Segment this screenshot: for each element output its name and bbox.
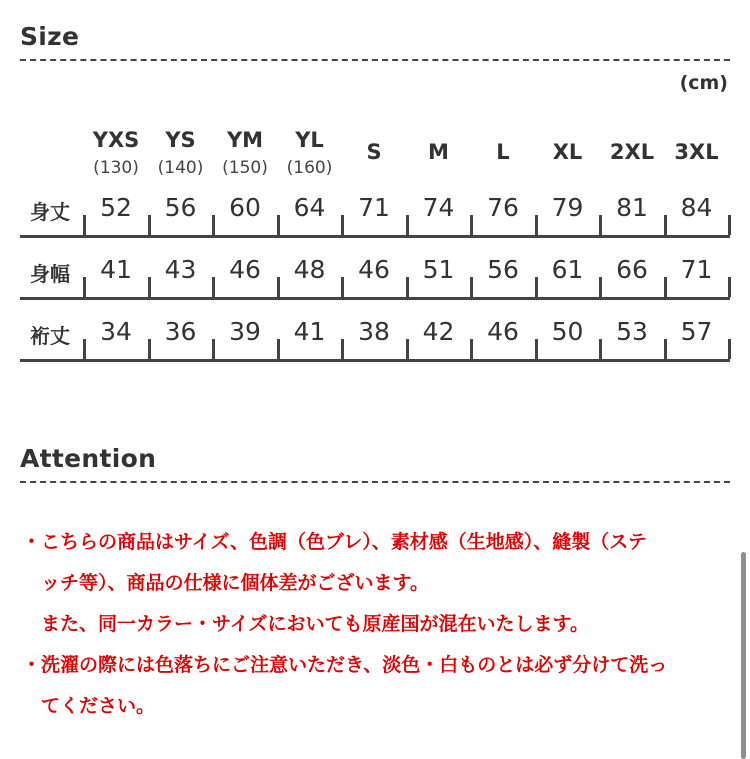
row-tick <box>212 277 215 297</box>
measurement-label: 身幅 <box>30 262 70 286</box>
measurement-value: 46 <box>229 255 261 284</box>
row-tick <box>470 277 473 297</box>
row-tick <box>599 277 602 297</box>
row-tick <box>406 215 409 235</box>
row-tick <box>148 277 151 297</box>
measurement-value: 60 <box>229 193 261 222</box>
row-tick <box>212 215 215 235</box>
attention-note-line: また、同一カラー・サイズにおいても原産国が混在いたします。 <box>41 613 589 635</box>
row-tick <box>277 339 280 359</box>
measurement-value: 56 <box>164 193 197 222</box>
measurement-value: 53 <box>616 317 648 346</box>
measurement-value: 43 <box>164 255 197 284</box>
size-section-title: Size <box>20 22 80 51</box>
measurement-value: 48 <box>293 255 326 284</box>
measurement-value: 84 <box>680 193 713 222</box>
row-tick <box>728 339 731 359</box>
size-label: S <box>366 140 382 164</box>
size-column-header <box>213 128 277 184</box>
measurement-value: 50 <box>551 317 584 346</box>
measurement-value: 61 <box>551 255 584 284</box>
size-column-header <box>342 128 406 184</box>
row-tick <box>470 215 473 235</box>
row-tick <box>599 215 602 235</box>
size-label: YM <box>226 128 264 152</box>
size-label: XL <box>552 140 583 164</box>
row-tick <box>341 277 344 297</box>
measurement-value: 41 <box>293 317 326 346</box>
row-tick <box>148 215 151 235</box>
attention-section-title: Attention <box>20 444 157 473</box>
size-row <box>20 314 730 362</box>
size-column-header <box>536 128 600 184</box>
row-tick <box>664 339 667 359</box>
measurement-value: 39 <box>229 317 261 346</box>
measurement-value: 76 <box>487 193 519 222</box>
measurement-value: 38 <box>358 317 390 346</box>
attention-note-line: ・こちらの商品はサイズ、色調（色ブレ）、素材感（生地感）、縫製（ステ <box>22 531 647 553</box>
measurement-label: 身丈 <box>30 200 70 224</box>
row-tick <box>728 277 731 297</box>
row-tick <box>535 339 538 359</box>
row-tick <box>212 339 215 359</box>
measurement-value: 64 <box>293 193 326 222</box>
row-tick <box>341 215 344 235</box>
size-column-header <box>471 128 535 184</box>
size-label: M <box>428 140 449 164</box>
size-height-label: (140) <box>157 158 204 178</box>
measurement-label: 裄丈 <box>30 324 70 348</box>
row-tick <box>406 339 409 359</box>
measurement-value: 42 <box>422 317 455 346</box>
unit-label: (cm) <box>679 72 728 94</box>
row-tick <box>535 277 538 297</box>
scrollbar[interactable] <box>741 552 746 759</box>
measurement-value: 81 <box>616 193 648 222</box>
attention-note-line: ッチ等）、商品の仕様に個体差がございます。 <box>41 572 429 594</box>
measurement-value: 71 <box>680 255 713 284</box>
measurement-value: 56 <box>487 255 519 284</box>
row-tick <box>83 339 86 359</box>
measurement-value: 57 <box>680 317 713 346</box>
size-height-label: (150) <box>222 158 268 178</box>
row-tick <box>277 277 280 297</box>
measurement-value: 74 <box>422 193 455 222</box>
measurement-value: 66 <box>616 255 648 284</box>
size-label: 3XL <box>674 140 719 164</box>
attention-notes <box>22 522 732 727</box>
row-tick <box>728 215 731 235</box>
measurement-value: 34 <box>100 317 132 346</box>
size-label: 2XL <box>609 140 655 164</box>
row-tick <box>83 215 86 235</box>
row-tick <box>664 277 667 297</box>
measurement-value: 41 <box>100 255 132 284</box>
size-column-header <box>407 128 471 184</box>
measurement-value: 36 <box>164 317 197 346</box>
size-column-header <box>600 128 664 184</box>
size-label: YL <box>295 128 324 152</box>
measurement-value: 46 <box>358 255 390 284</box>
size-label: YS <box>165 128 196 152</box>
size-row <box>20 252 730 300</box>
size-column-header <box>84 128 148 184</box>
row-tick <box>148 339 151 359</box>
size-column-header <box>149 128 213 184</box>
size-label: YXS <box>92 128 140 152</box>
row-tick <box>83 277 86 297</box>
row-tick <box>599 339 602 359</box>
measurement-value: 79 <box>551 193 584 222</box>
measurement-value: 46 <box>487 317 519 346</box>
size-height-label: (130) <box>93 158 139 178</box>
attention-note-line: ・洗濯の際には色落ちにご注意いただき、淡色・白ものとは必ず分けて洗っ <box>22 654 668 676</box>
row-tick <box>406 277 409 297</box>
measurement-value: 51 <box>422 255 455 284</box>
attention-note-line: てください。 <box>41 695 156 717</box>
size-column-header <box>278 128 342 184</box>
size-divider <box>20 59 730 61</box>
row-tick <box>535 215 538 235</box>
row-tick <box>470 339 473 359</box>
attention-divider <box>20 481 730 483</box>
size-row <box>20 190 730 238</box>
size-height-label: (160) <box>286 158 333 178</box>
measurement-value: 52 <box>100 193 132 222</box>
row-tick <box>341 339 344 359</box>
row-tick <box>277 215 280 235</box>
size-column-header <box>665 128 729 184</box>
size-label: L <box>496 140 510 164</box>
measurement-value: 71 <box>358 193 390 222</box>
row-tick <box>664 215 667 235</box>
